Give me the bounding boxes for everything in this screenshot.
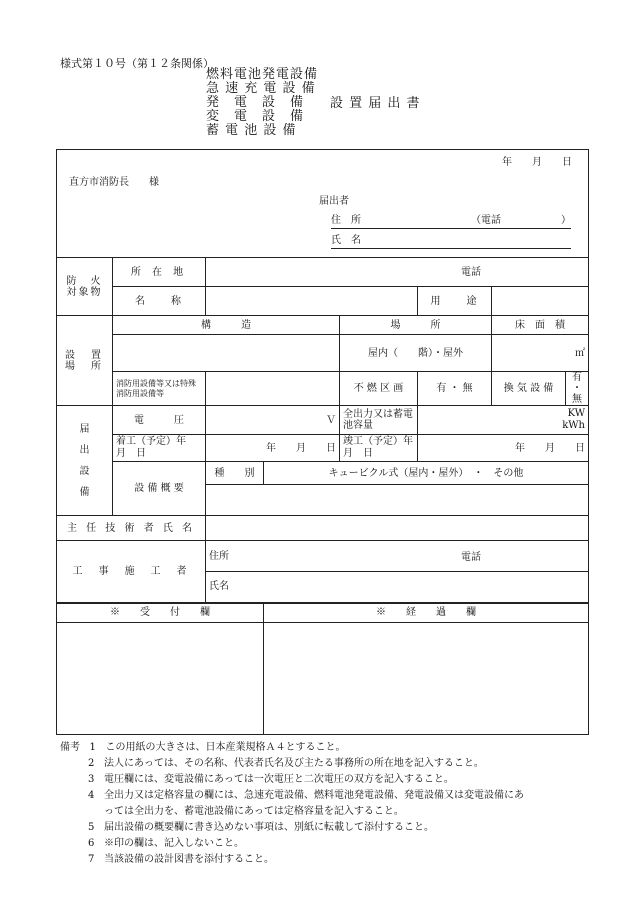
contractor-address-field[interactable] [206, 541, 589, 572]
unit-kwh: kWh [562, 420, 585, 431]
contractor-name-label: 氏名 [209, 581, 229, 593]
location-label: 所 在 地 [113, 258, 206, 287]
ventilation-yes-no[interactable]: 有 ・ 無 [566, 372, 589, 406]
note-item: 7 当該設備の設計図書を添付すること。 [88, 854, 274, 865]
notifier-block [57, 150, 589, 258]
engineer-field[interactable] [206, 516, 589, 541]
output-label: 全出力又は蓄電池容量 [340, 406, 418, 435]
title-line: 変 電 設 備 [206, 109, 305, 124]
target-label: 防 火 対象物 [57, 258, 113, 316]
site-label: 設 置 場 所 [57, 316, 113, 406]
indoor-outdoor-field[interactable]: 屋内（ 階）・屋外 [340, 335, 492, 372]
overview-field[interactable] [206, 485, 589, 516]
note-item: 2 法人にあっては、その名称、代表者氏名及び主たる事務所の所在地を記入すること。 [88, 758, 484, 769]
title-line: 急 速 充 電 設 備 [206, 81, 316, 96]
fireproof-yes-no[interactable]: 有 ・ 無 [418, 372, 492, 406]
note-item: 6 ※印の欄は、記入しないこと。 [88, 838, 244, 849]
contractor-label: 工 事 施 工 者 [57, 541, 206, 603]
date-field[interactable]: 年 月 日 [502, 157, 572, 168]
note-item: 5 届出設備の概要欄に書き込めない事項は、別紙に転載して添付すること。 [88, 822, 434, 833]
use-field[interactable] [492, 287, 589, 316]
addressee: 直方市消防長 様 [69, 177, 159, 188]
name-label: 氏 名 [331, 235, 361, 246]
title-line: 燃料電池発電設備 [206, 67, 319, 82]
structure-header: 構 造 [113, 316, 340, 335]
use-label: 用 途 [418, 287, 492, 316]
fireproof-label: 不 燃 区 画 [340, 372, 418, 406]
location-field[interactable] [206, 258, 589, 287]
floor-area-field[interactable]: ㎡ [492, 335, 589, 372]
target-name-label: 名 称 [113, 287, 206, 316]
place-header: 場 所 [340, 316, 492, 335]
overview-label: 設 備 概 要 [113, 462, 206, 516]
start-label: 着工（予定）年 月 日 [113, 435, 206, 462]
location-phone-label: 電話 [461, 267, 481, 278]
progress-header: ※ 経 過 欄 [264, 603, 589, 623]
notes [60, 740, 524, 868]
title-suffix: 設 置 届 出 書 [330, 96, 421, 111]
application-form [56, 149, 589, 735]
type-label: 種 別 [206, 462, 264, 485]
structure-field[interactable] [113, 335, 340, 372]
voltage-label: 電 圧 [113, 406, 206, 435]
fire-equipment-field[interactable] [206, 372, 340, 406]
unit-kw: KW [567, 408, 585, 419]
engineer-label: 主 任 技 術 者 氏 名 [57, 516, 206, 541]
note-item: 3 電圧欄には、変電設備にあっては一次電圧と二次電圧の双方を記入すること。 [88, 774, 454, 785]
title-line: 発 電 設 備 [206, 95, 305, 110]
fire-equipment-label: 消防用設備等又は特殊消防用設備等 [113, 372, 206, 406]
notifier-address-field[interactable] [331, 216, 571, 229]
completion-date-field[interactable]: 年 月 日 [418, 435, 589, 462]
note-item: 備考 1 この用紙の大きさは、日本産業規格Ａ４とすること。 [60, 742, 346, 753]
reception-field [57, 623, 264, 735]
type-options[interactable]: キュービクル式（屋内・屋外） ・ その他 [264, 462, 589, 485]
contractor-address-label: 住所 [209, 550, 229, 562]
reception-header: ※ 受 付 欄 [57, 603, 264, 623]
contractor-name-field[interactable] [206, 572, 589, 603]
title-line: 蓄 電 池 設 備 [206, 123, 297, 138]
ventilation-label: 換 気 設 備 [492, 372, 566, 406]
equipment-label: 届 出 設 備 [57, 406, 113, 516]
target-name-field[interactable] [206, 287, 418, 316]
notifier-label: 届出者 [319, 196, 349, 207]
notifier-name-field[interactable] [331, 236, 571, 249]
floor-area-header: 床 面 積 [492, 316, 589, 335]
phone-label: （電話 ） [471, 215, 571, 226]
start-date-field[interactable]: 年 月 日 [206, 435, 340, 462]
contractor-phone-label: 電話 [461, 552, 481, 563]
note-item: っては全出力を、蓄電池設備にあっては定格容量を記入すること。 [104, 806, 404, 817]
notes-label: 備考 [60, 742, 80, 753]
note-item: 4 全出力又は定格容量の欄には、急速充電設備、燃料電池発電設備、発電設備又は変電設備にあ [88, 790, 524, 801]
progress-field [264, 623, 589, 735]
voltage-field[interactable]: Ｖ [206, 406, 340, 435]
completion-label: 竣工（予定）年 月 日 [340, 435, 418, 462]
address-label: 住 所 [331, 215, 361, 226]
output-field[interactable] [418, 406, 589, 435]
form-number: 様式第１０号（第１２条関係） [60, 57, 214, 70]
